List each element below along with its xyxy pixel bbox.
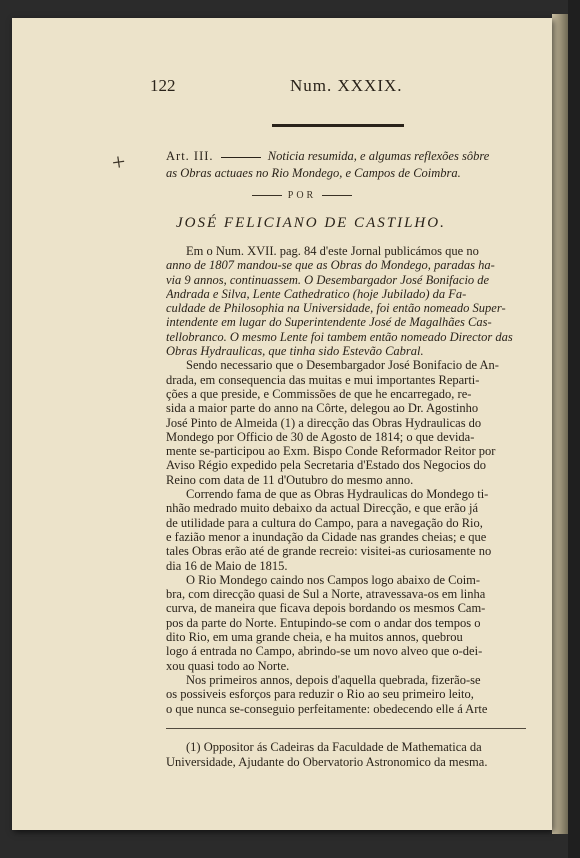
text-line: José Pinto de Almeida (1) a direcção das Obras Hydraulicas do bbox=[166, 415, 482, 430]
heading-dash bbox=[221, 157, 261, 158]
page-header bbox=[150, 76, 450, 98]
footnote-rule bbox=[166, 728, 526, 729]
text-line: tales Obras erão até de grande recreio: visitei-as curiosamente no bbox=[166, 544, 492, 559]
footnote bbox=[166, 740, 528, 769]
text-line: culdade de Philosophia na Universidade, foi então nomeado Super- bbox=[166, 301, 506, 316]
text-line: dia 16 de Maio de 1815. bbox=[166, 558, 288, 573]
text-line: tellobranco. O mesmo Lente foi tambem então nomeado Director das bbox=[166, 329, 513, 344]
header-rule bbox=[272, 124, 404, 127]
footnote-line: Universidade, Ajudante do Obervatorio Astronomico da mesma. bbox=[166, 754, 488, 769]
text-line: Em o Num. XVII. pag. 84 d'este Jornal publicámos que no bbox=[186, 244, 479, 258]
paragraph-5 bbox=[166, 673, 528, 716]
text-line: ções a que preside, e Commissões de que he encarregado, re- bbox=[166, 386, 472, 401]
text-line: Reino com data de 11 d'Outubro do mesmo anno. bbox=[166, 472, 414, 487]
text-line: Obras Hydraulicas, que tinha sido Estevão Cabral. bbox=[166, 344, 424, 359]
paragraph-4 bbox=[166, 573, 528, 673]
paragraph-2 bbox=[166, 358, 528, 487]
footnote-line: (1) Oppositor ás Cadeiras da Faculdade de Mathematica da bbox=[186, 740, 482, 754]
article-title-line-1: Noticia resumida, e algumas reflexões sôbre bbox=[267, 149, 490, 163]
page-edge-shadow bbox=[552, 14, 568, 834]
text-line: dito Rio, em uma grande cheia, e ha muitos annos, quebrou bbox=[166, 630, 463, 645]
text-line: e fazião menor a inundação da Cidade nas grandes cheias; e que bbox=[166, 529, 487, 544]
text-line: anno de 1807 mandou-se que as Obras do Mondego, paradas ha- bbox=[166, 258, 495, 273]
text-line: Aviso Régio expedido pela Secretaria d'Estado dos Negocios do bbox=[166, 458, 486, 473]
handwritten-margin-mark: + bbox=[110, 149, 128, 177]
article-title-line-2: as Obras actuaes no Rio Mondego, e Campos de Coimbra. bbox=[166, 166, 461, 180]
text-line: nhão medrado muito debaixo da actual Direcção, e que erão já bbox=[166, 501, 479, 516]
text-line: pos da parte do Norte. Entupindo-se com o andar dos tempos o bbox=[166, 615, 481, 630]
paragraph-3 bbox=[166, 487, 528, 573]
article-body bbox=[166, 244, 528, 716]
byline-por: POR bbox=[222, 190, 382, 201]
text-line: Andrada e Silva, Lente Cathedratico (hoje Jubilado) da Fa- bbox=[166, 286, 467, 301]
text-line: curva, de maneira que ficava depois bordando os mesmos Cam- bbox=[166, 601, 486, 616]
text-line: bra, com direcção quasi de Sul a Norte, atravessava-os em linha bbox=[166, 587, 486, 602]
text-line: sida a maior parte do anno na Côrte, delegou ao Dr. Agostinho bbox=[166, 401, 479, 416]
text-line: Correndo fama de que as Obras Hydraulicas do Mondego ti- bbox=[186, 487, 489, 502]
text-line: via 9 annos, continuassem. O Desembargador José Bonifacio de bbox=[166, 272, 490, 287]
text-line: de utilidade para a cultura do Campo, para a navegação do Rio, bbox=[166, 515, 483, 530]
text-line: Sendo necessario que o Desembargador José Bonifacio de An- bbox=[186, 358, 499, 373]
paragraph-1 bbox=[166, 244, 528, 358]
article-author: JOSÉ FELICIANO DE CASTILHO. bbox=[176, 215, 446, 231]
article-label: Art. III. bbox=[166, 149, 214, 163]
text-line: mente se-participou ao Exm. Bispo Conde Reformador Reitor por bbox=[166, 444, 496, 459]
text-line: logo á entrada no Campo, abrindo-se um novo alveo que o-dei- bbox=[166, 644, 483, 659]
text-line: intendente em lugar do Superintendente José de Magalhães Cas- bbox=[166, 315, 492, 330]
scan-background-edge bbox=[568, 0, 580, 858]
text-line: Nos primeiros annos, depois d'aquella quebrada, fizerão-se bbox=[186, 672, 481, 687]
text-line: O Rio Mondego caindo nos Campos logo abaixo de Coim- bbox=[186, 572, 481, 587]
text-line: xou quasi todo ao Norte. bbox=[166, 658, 290, 673]
text-line: os possiveis esforços para reduzir o Rio ao seu primeiro leito, bbox=[166, 687, 474, 702]
text-line: Mondego por Officio de 30 de Agosto de 1814; o que devida- bbox=[166, 429, 475, 444]
text-line: drada, em consequencia das muitas e mui importantes Reparti- bbox=[166, 372, 480, 387]
page-number: 122 bbox=[150, 76, 176, 95]
text-line: o que nunca se-conseguio perfeitamente: obedecendo elle á Arte bbox=[166, 701, 488, 716]
running-head: Num. XXXIX. bbox=[290, 76, 403, 95]
article-heading bbox=[166, 148, 520, 182]
